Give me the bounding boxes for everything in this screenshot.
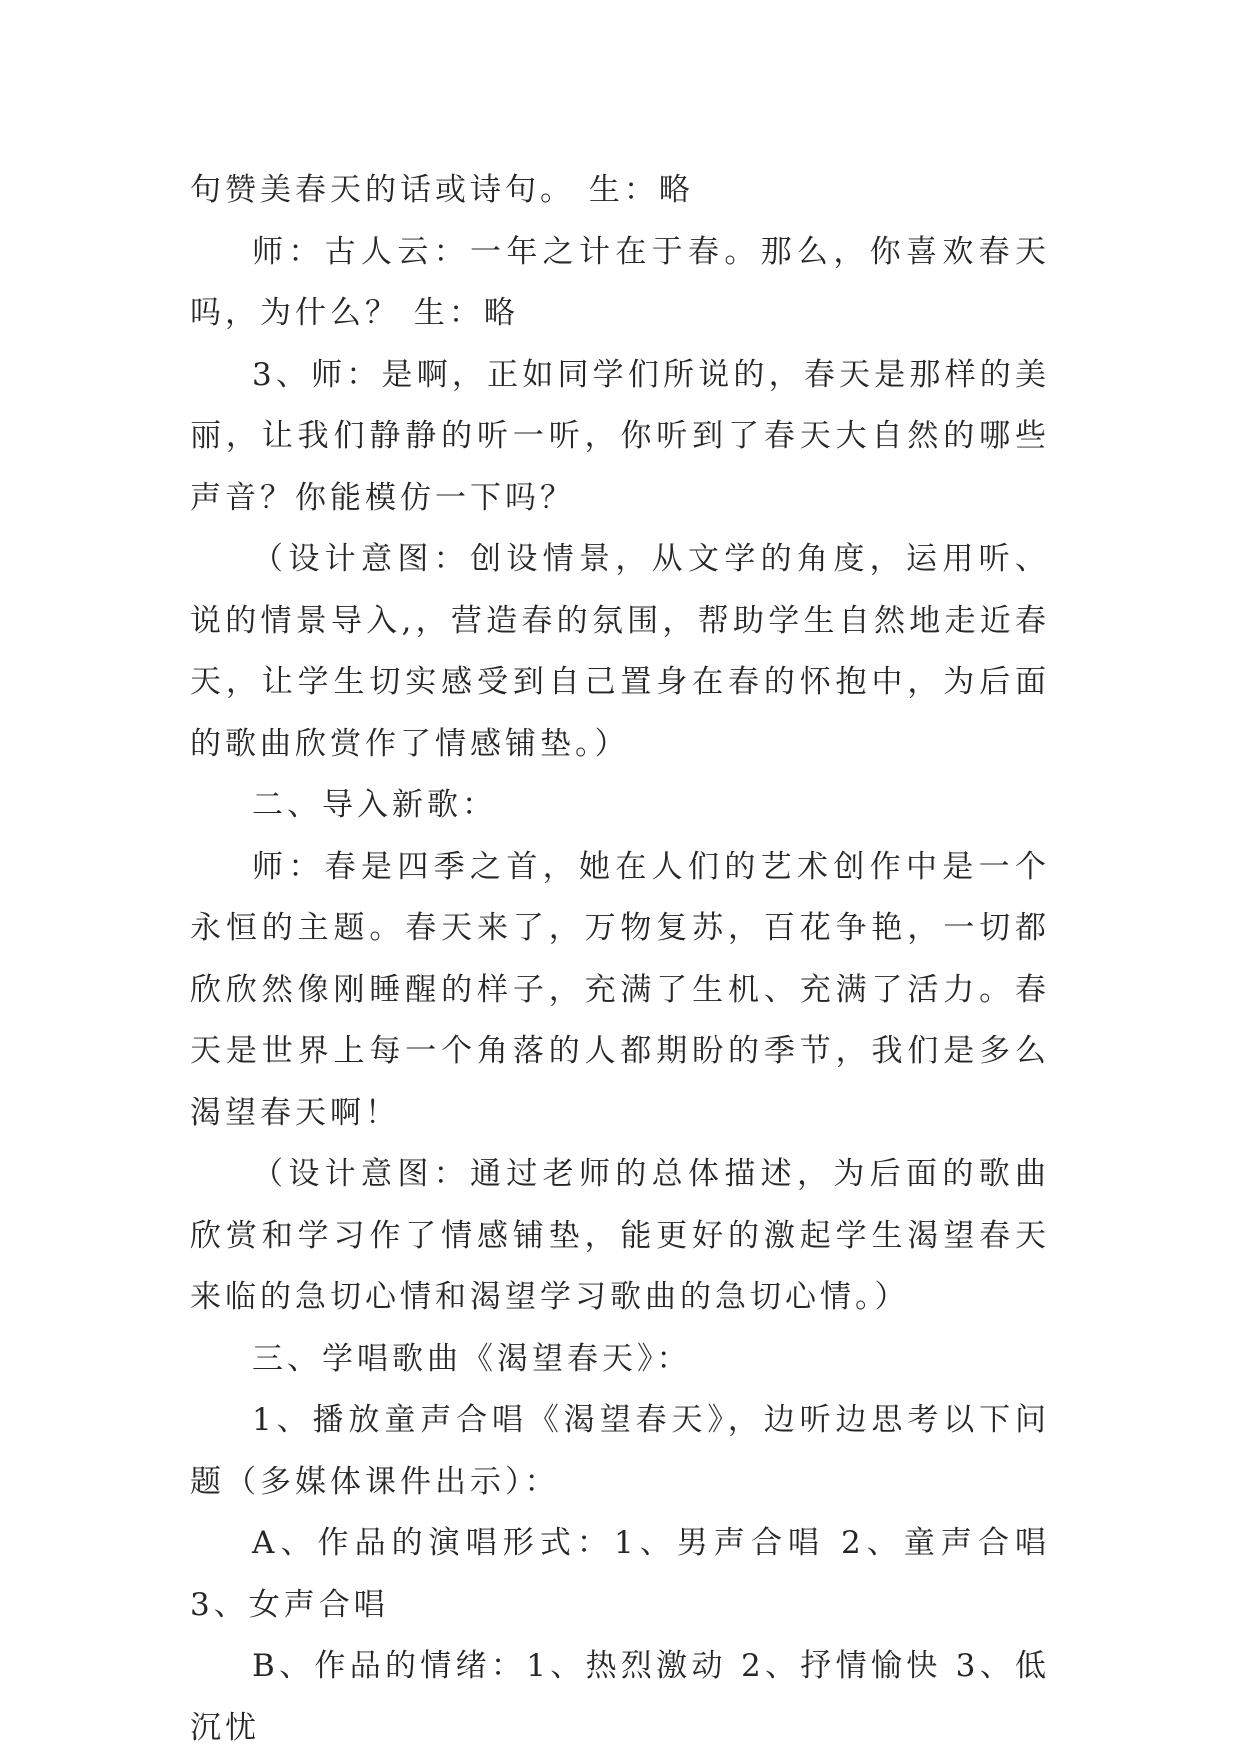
section-heading: 二、导入新歌： — [252, 787, 497, 823]
paragraph: 师：古人云：一年之计在于春。那么，你喜欢春天吗，为什么？ 生：略 — [190, 233, 1050, 331]
section-heading: 三、学唱歌曲《渴望春天》： — [252, 1340, 692, 1377]
document-body — [190, 160, 1050, 1759]
paragraph: B、作品的情绪：1、热烈激动 2、抒情愉快 3、低沉忧 — [190, 1648, 1050, 1746]
paragraph: 3、师：是啊，正如同学们所说的，春天是那样的美丽，让我们静静的听一听，你听到了春天大自然的哪些声音？你能模仿一下吗？ — [190, 356, 1050, 516]
paragraph: 1、播放童声合唱《渴望春天》，边听边思考以下问题（多媒体课件出示）： — [190, 1402, 1050, 1500]
paragraph: （设计意图：创设情景，从文学的角度，运用听、说的情景导入,，营造春的氛围，帮助学生自然地走近春天，让学生切实感受到自己置身在春的怀抱中，为后面的歌曲欣赏作了情感铺垫。） — [190, 541, 1050, 762]
paragraph: （设计意图：通过老师的总体描述，为后面的歌曲欣赏和学习作了情感铺垫，能更好的激起学生渴望春天来临的急切心情和渴望学习歌曲的急切心情。） — [190, 1156, 1050, 1315]
paragraph: 师：春是四季之首，她在人们的艺术创作中是一个永恒的主题。春天来了，万物复苏，百花争艳，一切都欣欣然像刚睡醒的样子，充满了生机、充满了活力。春天是世界上每一个角落的人都期盼的季节，我们是多么渴望春天啊！ — [190, 848, 1050, 1131]
paragraph: A、作品的演唱形式：1、男声合唱 2、童声合唱 3、女声合唱 — [190, 1525, 1050, 1623]
paragraph: 句赞美春天的话或诗句。 生：略 — [190, 172, 694, 208]
